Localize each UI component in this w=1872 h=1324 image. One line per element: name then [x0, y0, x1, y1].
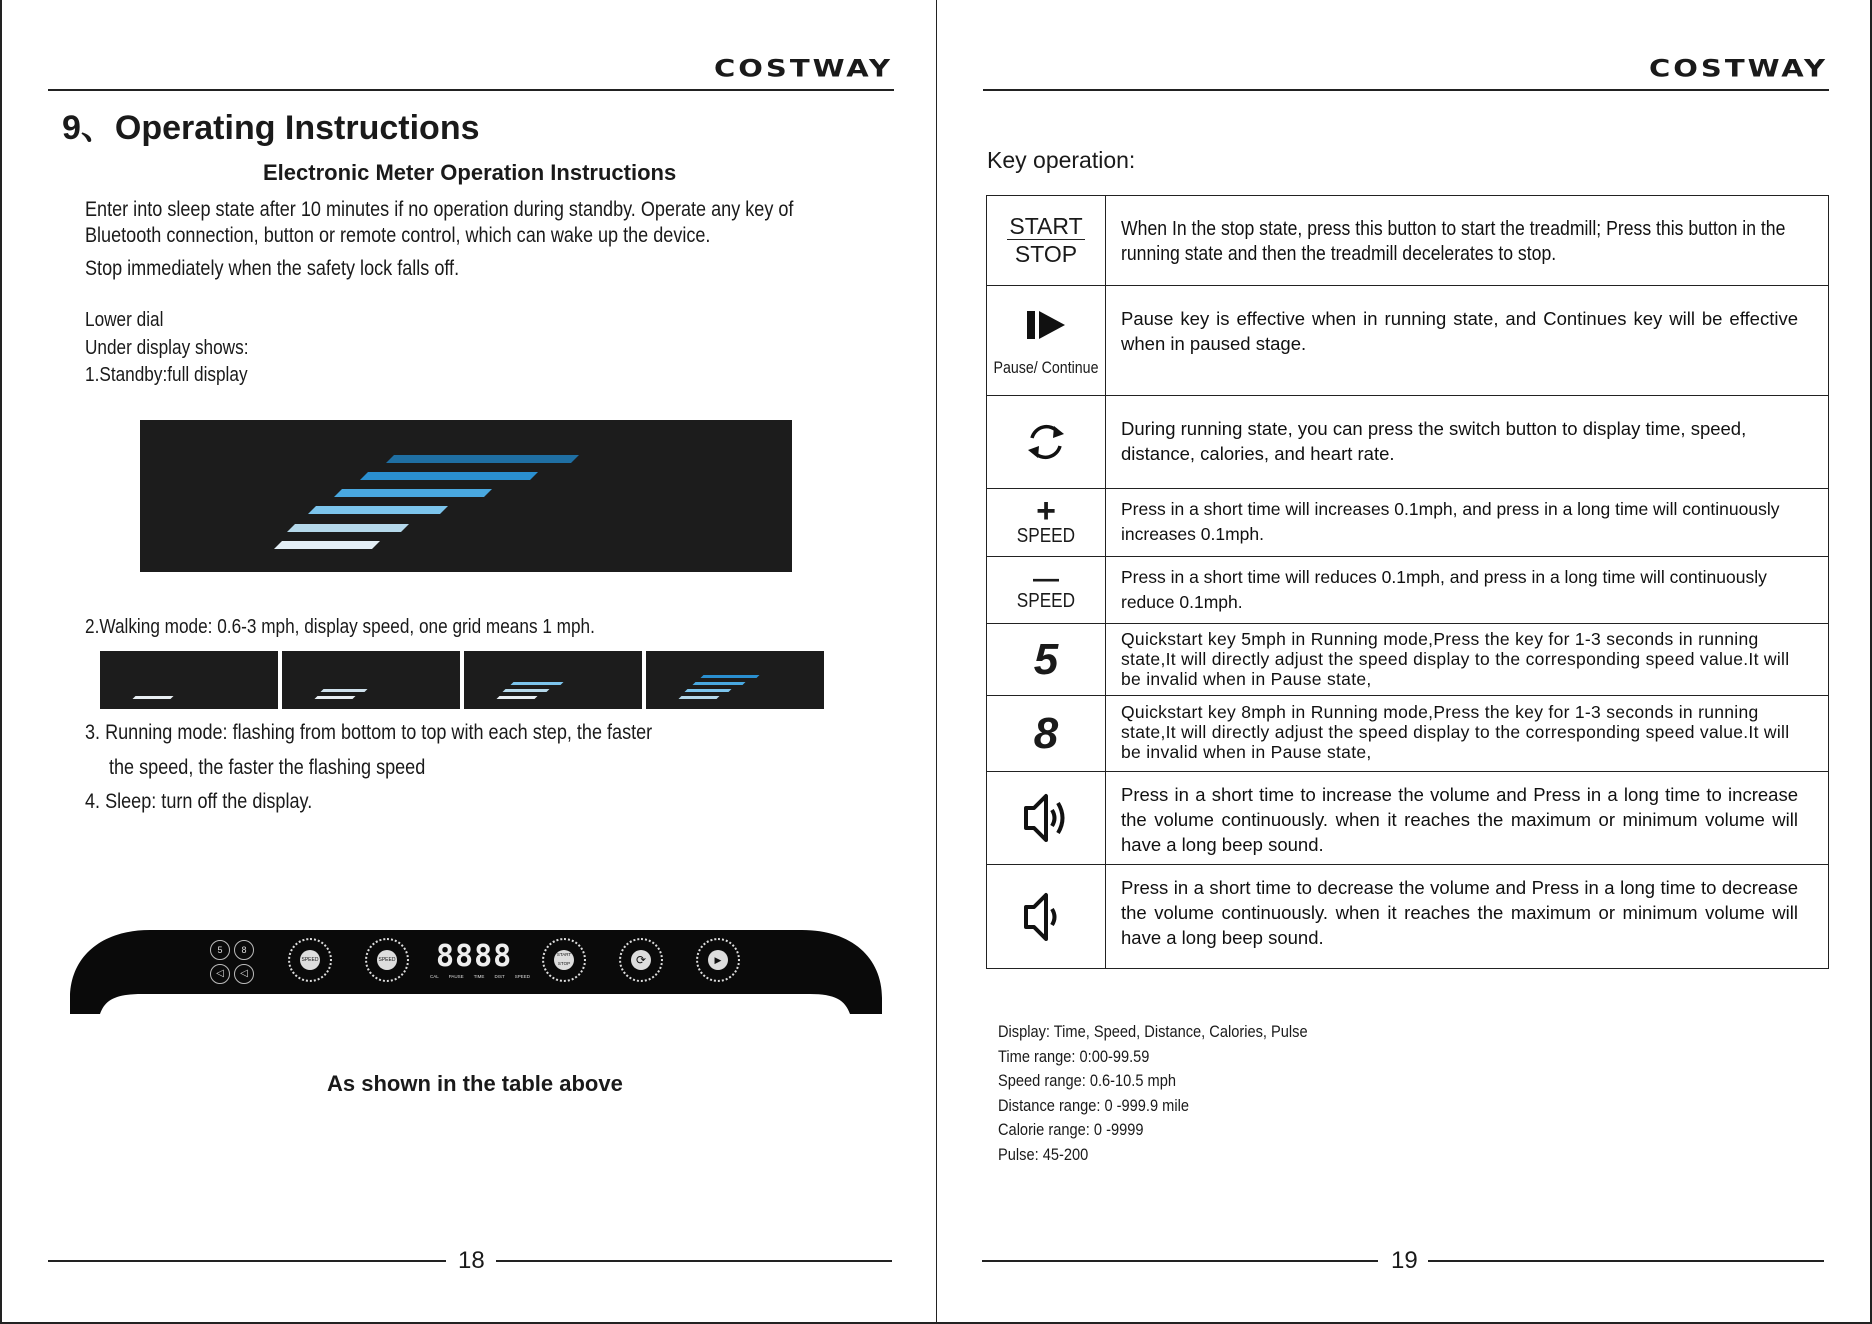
walking-mode-text: 2.Walking mode: 0.6-3 mph, display speed, one grid means 1 mph.	[85, 616, 595, 638]
plus-icon: +	[1036, 491, 1056, 530]
key-description: Press in a short time to decrease the volume and Press in a long time to decrease the volume continuously. when it reaches the maximum or minimum volume will have a long beep sound.	[1121, 877, 1798, 948]
key-operation-heading: Key operation:	[987, 147, 1136, 173]
running-mode-line-2: the speed, the faster the flashing speed	[109, 756, 426, 779]
button-8-icon[interactable]: 8	[234, 940, 254, 960]
switch-icon: ⟳	[631, 950, 651, 970]
walking-grid-cell-1	[100, 651, 278, 709]
walking-grid-cell-4	[646, 651, 824, 709]
switch-key	[987, 396, 1106, 488]
walking-mode-grid	[100, 651, 824, 709]
header-rule	[983, 89, 1829, 91]
table-row	[987, 556, 1828, 623]
key-description: Press in a short time will reduces 0.1mph, and press in a long time will continuously reduce 0.1mph.	[1121, 567, 1767, 612]
subtitle: Electronic Meter Operation Instructions	[263, 160, 677, 185]
spec-item: Calorie range: 0 -9999	[998, 1120, 1144, 1139]
table-row	[987, 395, 1828, 488]
header-rule	[48, 89, 894, 91]
volume-down-key	[987, 865, 1106, 968]
pause-continue-icon: ▶	[708, 950, 728, 970]
display-bar	[360, 472, 538, 480]
running-mode-line-1: 3. Running mode: flashing from bottom to top with each step, the faster	[85, 721, 653, 744]
brand-logo: COSTWAY	[714, 54, 893, 82]
minus-icon: —	[1033, 563, 1059, 593]
key-description: When In the stop state, press this button to start the treadmill; Press this button in the running state and then the treadmill decelerates to stop.	[1121, 217, 1786, 265]
table-row	[987, 196, 1828, 285]
brand-logo: COSTWAY	[1649, 54, 1828, 82]
table-row	[987, 771, 1828, 864]
section-title: 9、Operating Instructions	[62, 109, 480, 147]
display-bar	[386, 455, 579, 463]
dial-line-2: Under display shows:	[85, 337, 249, 359]
key-description: Press in a short time will increases 0.1mph, and press in a long time will continuously increases 0.1mph.	[1121, 499, 1780, 544]
pause-continue-button[interactable]	[696, 938, 740, 982]
footer-rule-left	[48, 1260, 446, 1262]
safety-line: Stop immediately when the safety lock falls off.	[85, 257, 460, 280]
table-row	[987, 864, 1828, 968]
key-table	[986, 195, 1829, 969]
display-bar	[274, 541, 380, 549]
speed-plus-button[interactable]: SPEED	[365, 938, 409, 982]
key-description: Pause key is effective when in running state, and Continues key will be effective when in paused stage.	[1121, 308, 1798, 354]
spec-item: Time range: 0:00-99.59	[998, 1046, 1150, 1066]
speed-plus-key: + SPEED	[987, 489, 1106, 556]
key-description: During running state, you can press the switch button to display time, speed, distance, calories, and heart rate.	[1121, 418, 1747, 464]
footer-rule-left	[982, 1260, 1378, 1262]
console-panel	[70, 928, 882, 1014]
key-description: Press in a short time to increase the volume and Press in a long time to increase the volume continuously. when it reaches the maximum or minimum volume will have a long beep sound.	[1121, 784, 1798, 855]
walking-grid-cell-3	[464, 651, 642, 709]
spec-item: Distance range: 0 -999.9 mile	[998, 1095, 1189, 1115]
console-labels: CAL PAUSE TIME DIST SPEED	[430, 974, 530, 979]
display-bar	[334, 489, 492, 497]
quickstart-8-icon: 8	[1033, 708, 1059, 758]
standby-display-image	[140, 420, 792, 572]
volume-up-key	[987, 772, 1106, 864]
caption: As shown in the table above	[327, 1071, 623, 1096]
spec-item: Pulse: 45-200	[998, 1144, 1089, 1164]
footer-rule-right	[1428, 1260, 1824, 1262]
speed-minus-key: — SPEED	[987, 557, 1106, 623]
sleep-mode-text: 4. Sleep: turn off the display.	[85, 790, 313, 813]
console-digits: 8888	[436, 939, 513, 974]
display-bar	[308, 506, 448, 514]
intro-line-1: Enter into sleep state after 10 minutes if no operation during standby. Operate any key of	[85, 198, 794, 221]
volume-up-icon	[1022, 791, 1070, 845]
button-5-icon[interactable]: 5	[210, 940, 230, 960]
volume-up-button-icon[interactable]: ◁	[234, 964, 254, 984]
quickstart-5-icon: 5	[1033, 634, 1059, 684]
spec-item: Speed range: 0.6-10.5 mph	[998, 1071, 1177, 1090]
table-row	[987, 285, 1828, 395]
volume-down-button-icon[interactable]: ◁	[210, 964, 230, 984]
dial-line-1: Lower dial	[85, 309, 164, 331]
display-bar	[287, 524, 409, 532]
page-number: 18	[458, 1247, 485, 1274]
key-description: Quickstart key 5mph in Running mode,Press the key for 1-3 seconds in running state,It will directly adjust the speed display to the corresponding speed value.It will be invalid when in Pause state,	[1121, 629, 1790, 689]
pause-continue-icon	[1025, 309, 1067, 341]
speed-minus-button[interactable]: SPEED	[288, 938, 332, 982]
intro-line-2: Bluetooth connection, button or remote control, which can wake up the device.	[85, 224, 711, 247]
key-description: Quickstart key 8mph in Running mode,Press the key for 1-3 seconds in running state,It will directly adjust the speed display to the corresponding speed value.It will be invalid when in Pause state,	[1121, 702, 1790, 762]
spec-item: Display: Time, Speed, Distance, Calories, Pulse	[998, 1022, 1308, 1041]
switch-icon	[1024, 420, 1068, 464]
table-row	[987, 488, 1828, 556]
quickstart-8-key	[987, 696, 1106, 771]
switch-button[interactable]	[619, 938, 663, 982]
pause-continue-key: Pause/ Continue	[987, 286, 1106, 395]
table-row	[987, 623, 1828, 695]
walking-grid-cell-2	[282, 651, 460, 709]
volume-down-icon	[1022, 890, 1070, 944]
start-stop-key: START STOP	[987, 196, 1106, 285]
footer-rule-right	[496, 1260, 892, 1262]
page-number: 19	[1391, 1247, 1418, 1274]
spec-list	[998, 1020, 1358, 1167]
quickstart-5-key	[987, 624, 1106, 695]
table-row	[987, 695, 1828, 771]
start-stop-button[interactable]: START STOP	[542, 938, 586, 982]
dial-line-3: 1.Standby:full display	[85, 364, 248, 386]
